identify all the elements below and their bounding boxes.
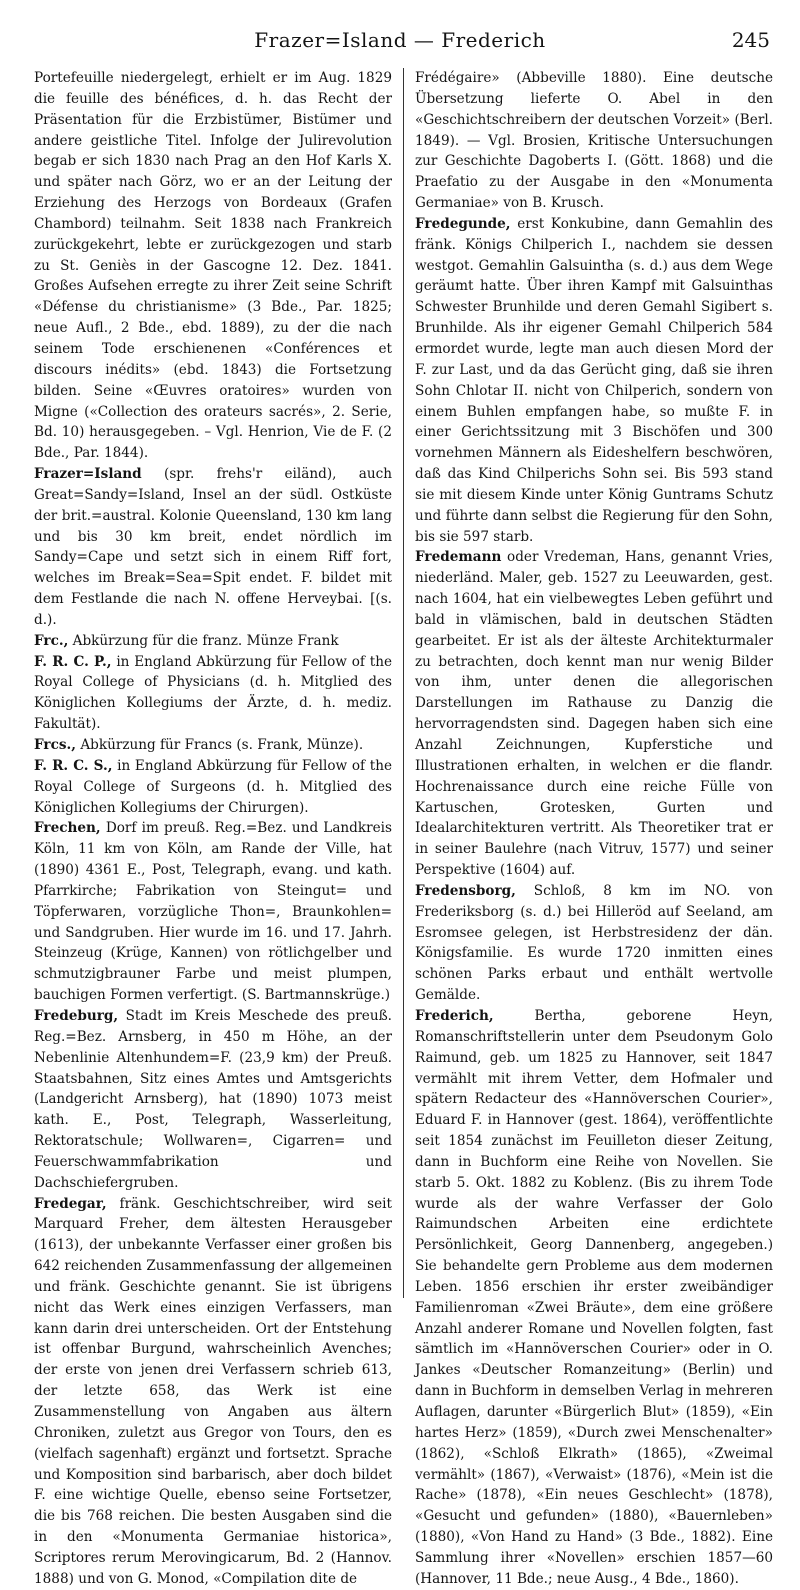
entry-frazer-island [34,464,392,631]
entry-headword: Frcs., [34,737,76,753]
entry-text: (spr. frehs'r eiländ), auch Great=Sandy=Island, Insel an der südl. Ostküste der brit.=austral. Kolonie Queensland, 130 km lang und bis 30 km breit, endet nördlich im Sandy=Cape und setzt sich in einem Riff fort, welches im Break=Sea=Spit endet. F. bildet mit dem Festlande die nach N. offene Herveybai. [(s. d.). [34,466,392,628]
page-header [28,28,772,62]
entry-frcp [34,652,392,735]
entry-headword: Fredensborg, [415,882,516,899]
entry-text: Frédégaire» (Abbeville 1880). Eine deutsche Übersetzung lieferte O. Abel in den «Geschichtschreibern der deutschen Vorzeit» (Berl. 1849). — Vgl. Brosien, Kritische Untersuchungen zur Geschichte Dagoberts I. (Gött. 1868) und die Praefatio zu der Ausgabe in den «Monumenta Germaniae» von B. Krusch. [415,70,773,212]
entry-fredegunde [415,214,773,548]
entry-frcs-abbr [34,735,392,756]
entry-text: Schloß, 8 km im NO. von Frederiksborg (s. d.) bei Hilleröd auf Seeland, am Esromsee gelegen, ist Herbstresidenz der dän. Königsfamilie. Es wurde 1720 inmitten eines schönen Parks erbaut und enthält wertvolle Gemälde. [415,882,773,1004]
entry-fredensborg [415,881,773,1006]
entry-text: in England Abkürzung für Fellow of the Royal College of Surgeons (d. h. Mitglied des Königlichen Kollegiums der Chirurgen). [34,757,392,816]
entry-fredeburg [34,1006,392,1194]
entry-frc [34,631,392,652]
page-number: 245 [731,28,770,52]
entry-fredegar [34,1194,392,1590]
running-title: Frazer=Island — Frederich [254,28,546,52]
entry-text: Stadt im Kreis Meschede des preuß. Reg.=Bez. Arnsberg, in 450 m Höhe, an der Nebenlinie Altenhundem=F. (23,9 km) der Preuß. Staatsbahnen, Sitz eines Amtes und Amtsgerichts (Landgericht Arnsberg), hat (1890) 1073 meist kath. E., Post, Telegraph, Wasserleitung, Rektoratschule; Wollwaren=, Cigarren= und Feuerschwammfabrikation und Dachschiefergruben. [34,1007,392,1191]
entry-text: erst Konkubine, dann Gemahlin des fränk. Königs Chilperich I., nachdem sie dessen westgot. Gemahlin Galsuintha (s. d.) aus dem Wege geräumt hatte. Über ihren Kampf mit Galsuinthas Schwester Brunhilde und deren Gemahl Sigibert s. Brunhilde. Als ihr eigener Gemahl Chilperich 584 ermordet wurde, legte man auch diesen Mord der F. zur Last, und da das Gerücht ging, daß sie ihren Sohn Chlotar II. nicht von Chilperich, sondern von einem Buhlen empfangen habe, so mußte F. in einer Gerichtssitzung mit 3 Bischöfen und 300 vornehmen Männern als Eideshelfern beschwören, daß das Kind Chilperichs Sohn sei. Bis 593 stand sie mit diesem Kinde unter König Guntrams Schutz und führte dann selbst die Regierung für den Sohn, bis sie 597 starb. [415,215,773,545]
entry-frechen [34,818,392,1006]
entry-headword: Frc., [34,632,69,649]
entry-headword: F. R. C. P., [34,653,112,670]
entry-headword: Fredemann [415,549,502,566]
entry-text: in England Abkürzung für Fellow of the Royal College of Physicians (d. h. Mitglied des Königlichen Kollegiums der Ärzte, d. h. mediz. Fakultät). [34,653,392,733]
entry-headword: Fredegunde, [415,215,511,232]
entry-headword: Frazer=Island [34,466,142,483]
left-column [34,68,392,1590]
entry-continuation [34,68,392,464]
entry-frederich [415,1006,773,1590]
entry-headword: F. R. C. S., [34,757,113,774]
column-divider [403,68,404,1298]
entry-text: fränk. Geschichtschreiber, wird seit Marquard Freher, dem ältesten Herausgeber (1613), der unbekannte Verfasser einer großen bis 642 reichenden Zusammenfassung der allgemeinen und fränk. Geschichte genannt. Sie ist übrigens nicht das Werk eines einzigen Verfassers, man kann darin drei unterscheiden. Ort der Entstehung ist offenbar Burgund, wahrscheinlich Avenches; der erste von jenen drei Verfassern schrieb 613, der letzte 658, das Werk ist eine Zusammenstellung von Angaben aus ältern Chroniken, zuletzt aus Gregor von Tours, den es (vielfach sagenhaft) ergänzt und fortsetzt. Sprache und Komposition sind barbarisch, aber doch bildet F. eine wichtige Quelle, ebenso seine Fortsetzer, die bis 768 reichen. Die besten Ausgaben sind die in den «Monumenta Germaniae historica», Scriptores rerum Merovingicarum, Bd. 2 (Hannov. 1888) und von G. Monod, «Compilation dite de [34,1195,392,1587]
entry-fredemann [415,547,773,881]
entry-text: oder Vredeman, Hans, genannt Vries, niederländ. Maler, geb. 1527 zu Leeuwarden, gest. nach 1604, hat ein vielbewegtes Leben geführt und bald in vlämischen, bald in deutschen Städten gearbeitet. Er ist als der älteste Architekturmaler zu betrachten, doch kennt man nur wenig Bilder von ihm, unter denen die allegorischen Darstellungen im Rathause zu Danzig die hervorragendsten sind. Dagegen haben sich eine Anzahl Zeichnungen, Kupferstiche und Illustrationen erhalten, in welchen er die flandr. Hochrenaissance durch eine reiche Fülle von Kartuschen, Grotesken, Gurten und Idealarchitekturen vertritt. Als Theoretiker trat er in seiner Baulehre (nach Vitruv, 1577) und seiner Perspektive (1604) auf. [415,549,773,879]
entry-continuation [415,68,773,214]
entry-text: Abkürzung für Francs (s. Frank, Münze). [80,737,364,753]
entry-headword: Fredegar, [34,1195,107,1212]
entry-text: Portefeuille niedergelegt, erhielt er im Aug. 1829 die feuille des bénéfices, d. h. das Recht der Präsentation für die Erzbistümer, Bistümer und andere geistliche Titel. Infolge der Julirevolution begab er sich 1830 nach Prag an den Hof Karls X. und später nach Görz, wo er an der Leitung der Erziehung des Herzogs von Bordeaux (Grafen Chambord) teilnahm. Seit 1838 nach Frankreich zurückgekehrt, lebte er zurückgezogen und starb zu St. Geniès in der Gascogne 12. Dez. 1841. Großes Aufsehen erregte zu ihrer Zeit seine Schrift «Défense du christianisme» (3 Bde., Par. 1825; neue Aufl., 2 Bde., ebd. 1889), zu der die nach seinem Tode erschienenen «Conférences et discours inédits» (ebd. 1843) die Fortsetzung bilden. Seine «Œuvres oratoires» wurden von Migne («Collection des orateurs sacrés», 2. Serie, Bd. 10) herausgegeben. – Vgl. Henrion, Vie de F. (2 Bde., Par. 1844). [34,70,392,462]
entry-headword: Frechen, [34,820,101,837]
entry-text: Abkürzung für die franz. Münze Frank [72,632,339,649]
entry-headword: Frederich, [415,1007,494,1024]
entry-text: Bertha, geborene Heyn, Romanschriftstellerin unter dem Pseudonym Golo Raimund, geb. um 1825 zu Hannover, seit 1847 vermählt mit ihrem Vetter, dem Hofmaler und spätern Redacteur des «Hannöverschen Courier», Eduard F. in Hannover (gest. 1864), veröffentlichte seit 1854 zunächst im Feuilleton dieser Zeitung, dann in Buchform eine Reihe von Novellen. Sie starb 5. Okt. 1882 zu Koblenz. (Bis zu ihrem Tode wurde als der wahre Verfasser der Golo Raimundschen Arbeiten eine erdichtete Persönlichkeit, Georg Dannenberg, angegeben.) Sie behandelte gern Probleme aus dem modernen Leben. 1856 erschien ihr erster zweibändiger Familienroman «Zwei Bräute», dem eine größere Anzahl anderer Romane und Novellen folgten, fast sämtlich im «Hannöverschen Courier» oder in O. Jankes «Deutscher Romanzeitung» (Berlin) und dann in Buchform in demselben Verlag in mehreren Auflagen, darunter «Bürgerlich Blut» (1859), «Ein hartes Herz» (1859), «Durch zwei Menschenalter» (1862), «Schloß Elkrath» (1865), «Zweimal vermählt» (1867), «Verwaist» (1876), «Mein ist die Rache» (1878), «Ein neues Geschlecht» (1878), «Gesucht und gefunden» (1880), «Bauernleben» (1880), «Von Hand zu Hand» (3 Bde., 1882). Eine Sammlung ihrer «Novellen» erschien 1857—60 (Hannover, 11 Bde.; neue Ausg., 4 Bde., 1860). [415,1007,773,1587]
entry-text: Dorf im preuß. Reg.=Bez. und Landkreis Köln, 11 km von Köln, am Rande der Ville, hat (1890) 4361 E., Post, Telegraph, evang. und kath. Pfarrkirche; Fabrikation von Steingut= und Töpferwaren, vorzügliche Thon=, Braunkohlen= und Sandgruben. Hier wurde im 16. und 17. Jahrh. Steinzeug (Krüge, Kannen) von rötlichgelber und schmutzigbrauner Farbe und meist plumpen, bauchigen Formen verfertigt. (S. Bartmannskrüge.) [34,820,392,1004]
entry-frcs [34,756,392,819]
right-column [415,68,773,1590]
entry-headword: Fredeburg, [34,1007,119,1024]
